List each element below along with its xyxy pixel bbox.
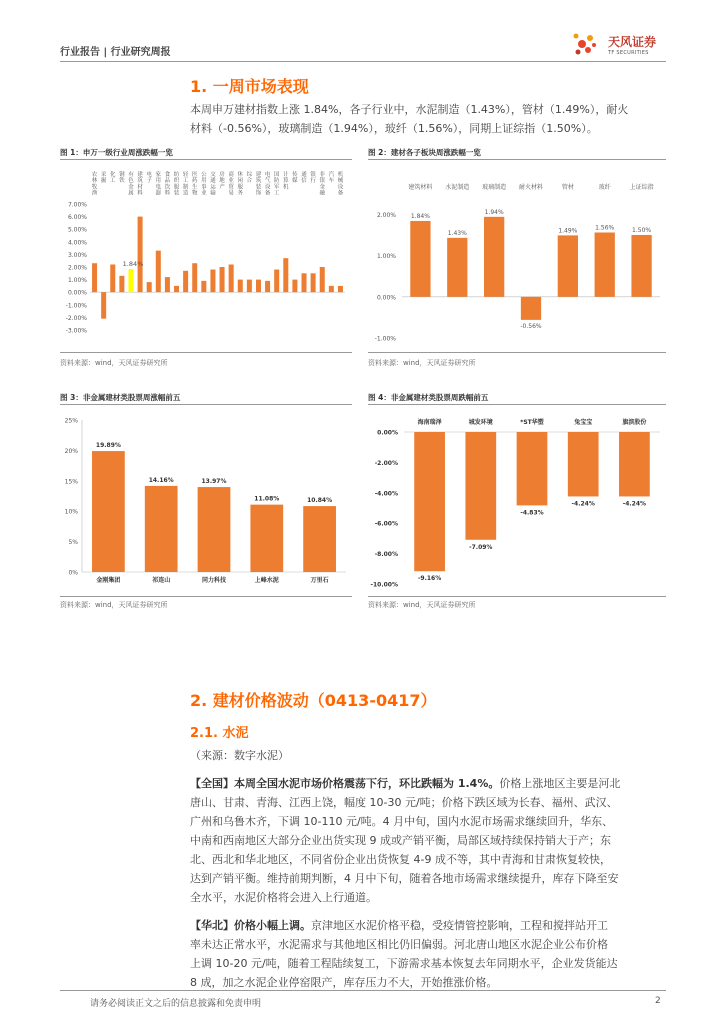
fig1-category-char: 易 [228,190,234,197]
fig2-data-label: 1.49% [558,227,578,235]
paragraph-north-line-2: 率未达正常水平，水泥需求与其他地区相比仍旧偏弱。河北唐山地区水泥企业公布价格 [190,938,608,951]
fig2-bar [521,297,541,320]
fig1-ytick-label: 4.00% [67,239,87,247]
fig4-data-label: -7.09% [469,543,493,551]
fig1-category-char: 钢 [119,172,125,178]
fig1-bar [192,263,197,292]
fig1-category-char: 气 [264,178,271,185]
fig1-category-char: 纺 [173,172,180,178]
fig1-category-char: 工 [182,178,189,185]
fig1-category-char: 色 [128,178,134,185]
fig1-category-char: 器 [155,190,162,197]
fig1-category-char: 用 [155,178,162,185]
fig2-chart [368,162,666,348]
footer-divider [60,990,666,991]
fig1-category-char: 非 [319,172,325,178]
fig2-data-label: 1.56% [595,224,615,232]
company-name-en: TF SECURITIES [608,50,649,56]
fig1-bar [183,271,188,292]
source-note: （来源：数字水泥） [190,749,289,762]
fig2-data-label: 1.94% [484,208,504,216]
fig1-category-char: 采 [100,172,107,178]
fig1-category-char: 林 [91,178,98,185]
fig1-category-char: 用 [201,178,207,185]
fig1-bar [338,286,343,292]
fig3-bar [250,505,283,572]
fig1-category-char: 化 [110,172,116,178]
company-name: 天风证券 [608,35,657,49]
fig1-category-char: 筑 [255,178,262,185]
fig1-category-char: 属 [128,190,134,197]
page-number: 2 [655,996,661,1006]
fig1-bar [119,276,124,292]
fig1-bar [128,269,133,292]
fig1-category-char: 业 [201,190,207,197]
fig3-bar [198,487,231,572]
fig4-title: 图 4：非金属建材类股票周跌幅前五 [368,393,489,402]
fig1-category-char: 通 [210,178,216,185]
fig2-bar [410,221,430,297]
fig2-bar [595,232,615,296]
fig1-divider [60,159,352,160]
fig1-category-char: 服 [173,184,180,191]
fig1-ytick-label: -2.00% [65,314,87,322]
fig1-title: 图 1：申万一级行业周涨跌幅一览 [60,148,173,157]
fig1-category-char: 药 [191,178,198,185]
fig1-category-char: 料 [137,190,143,197]
fig1-bottom-divider [60,352,352,353]
fig1-category-char: 输 [210,190,216,197]
paragraph-national-line-5: 北、西北和华北地区，不同省份企业出货恢复 4-9 成不等，其中青海和甘肃恢复较快， [190,853,611,866]
fig4-category-label: 兔宝宝 [574,419,593,426]
fig1-category-char: 有 [128,172,134,178]
fig4-ytick-label: -10.00% [370,581,398,589]
section-1-line-1: 本周申万建材指数上涨 1.84%，各子行业中，水泥制造（1.43%），管材（1.49%），耐火 [190,103,629,116]
fig1-category-char: 车 [328,178,335,185]
fig4-category-label: 城发环境 [468,419,493,426]
section-1-line-2: 材料（-0.56%），玻璃制造（1.94%），玻纤（1.56%），同期上证综指（1.50%）。 [190,122,598,135]
fig3-category-label: 上峰水泥 [254,577,279,584]
fig2-bottom-divider [368,352,666,353]
fig3-bar [92,451,125,572]
fig1-category-char: 织 [173,178,180,185]
fig4-data-label: -4.83% [520,509,544,517]
fig2-title: 图 2：建材各子板块周涨跌幅一览 [368,148,481,157]
fig3-category-label: 祁连山 [152,577,171,584]
fig4-ytick-label: -8.00% [374,551,398,559]
fig1-ytick-label: 2.00% [67,264,87,272]
fig1-bar [229,264,234,292]
fig3-divider [60,404,352,405]
fig1-category-char: 装 [173,190,180,197]
fig1-category-char: 工 [273,190,280,197]
fig1-highlight-label: 1.84% [122,260,144,269]
fig1-category-char: 务 [237,190,244,197]
fig1-category-char: 银 [319,178,325,185]
fig1-bar [283,258,288,292]
section-2-1-title: 2.1. 水泥 [190,726,249,741]
fig3-ytick-label: 0% [68,569,78,577]
fig1-bar [174,286,179,292]
fig1-category-char: 家 [155,172,162,178]
report-header: 行业报告 | 行业研究周报 [60,47,171,58]
fig2-category-label: 上证综指 [629,184,654,191]
fig4-bar [619,432,650,496]
fig1-category-char: 合 [246,178,253,185]
fig1-category-char: 传 [292,172,298,178]
paragraph-north-line-1 [190,916,668,935]
fig1-category-char: 食 [164,172,171,178]
fig1-category-char: 金 [319,184,325,191]
fig4-bottom-divider [368,596,666,597]
fig2-divider [368,159,666,160]
fig2-data-label: -0.56% [520,322,542,330]
fig1-bar [329,286,334,292]
paragraph-national-line-2: 唐山、甘肃、青海、江西上饶，幅度 10-30 元/吨；价格下跌区域为长春、福州、武汉、 [190,796,618,809]
fig1-category-char: 算 [283,178,289,185]
fig2-ytick-label: 0.00% [376,294,396,302]
section-2-title: 2. 建材价格波动（0413-0417） [190,691,437,710]
fig1-bar [292,280,297,293]
fig3-source: 资料来源：wind，天风证券研究所 [60,601,168,609]
fig1-category-char: 休 [237,172,244,178]
fig1-category-char: 产 [219,184,225,191]
fig4-bar [465,432,496,540]
fig4-category-label: 海南瑞泽 [417,419,442,426]
fig4-source: 资料来源：wind，天风证券研究所 [368,601,476,609]
paragraph-national-line-1 [190,774,668,793]
fig1-ytick-label: 7.00% [67,201,87,209]
fig4-ytick-label: -2.00% [374,459,398,467]
fig3-chart [60,408,352,594]
fig4-data-label: -4.24% [571,500,595,508]
fig1-category-char: 公 [201,172,207,178]
fig1-category-char: 医 [191,172,198,178]
fig4-ytick-label: 0.00% [377,429,398,437]
fig2-bar [631,235,651,297]
fig3-category-label: 同力科技 [201,577,227,584]
paragraph-national-lead: 【全国】本周全国水泥市场价格震荡下行，环比跌幅为 1.4%。 [190,777,500,790]
paragraph-north-line-4: 8 成，加之水泥企业停窑限产，库存压力不大，开始推涨价格。 [190,976,498,989]
fig1-category-char: 渔 [91,190,98,197]
fig2-source: 资料来源：wind，天风证券研究所 [368,359,476,367]
fig1-bar [210,270,215,293]
fig2-ytick-label: 2.00% [376,211,396,219]
fig1-category-char: 物 [191,190,198,197]
fig2-category-label: 建筑材料 [408,184,433,191]
fig2-category-label: 玻璃制造 [482,184,507,191]
fig3-data-label: 19.89% [95,442,121,450]
fig1-category-char: 饰 [255,190,262,197]
fig1-bar [274,270,279,293]
fig3-bar [145,486,178,572]
fig2-category-label: 水泥制造 [445,184,470,191]
fig1-category-char: 饮 [164,184,171,191]
fig3-category-label: 金刚集团 [96,577,121,584]
fig4-data-label: -4.24% [622,500,647,508]
fig1-bar [147,282,152,292]
fig3-category-label: 万里石 [310,577,329,584]
fig3-ytick-label: 20% [64,447,78,455]
fig2-ytick-label: -1.00% [374,335,396,343]
fig2-ytick-label: 1.00% [376,253,396,261]
fig1-source: 资料来源：wind，天风证券研究所 [60,359,168,367]
fig1-bar [256,280,261,293]
fig1-category-char: 防 [273,178,280,185]
fig4-ytick-label: -4.00% [374,490,398,498]
fig1-bar [311,273,316,292]
fig1-category-char: 事 [201,184,207,191]
fig3-data-label: 13.97% [201,478,227,486]
fig1-ytick-label: 6.00% [67,214,87,222]
fig1-ytick-label: 3.00% [67,251,87,259]
fig1-category-char: 铁 [119,178,125,185]
fig1-category-char: 造 [182,190,189,197]
fig1-category-char: 品 [164,178,171,185]
fig1-category-char: 地 [219,178,225,185]
fig2-bar [447,238,467,297]
fig1-category-char: 国 [273,172,280,178]
fig1-bar [320,267,325,292]
fig4-data-label: -9.16% [417,575,442,583]
footer-disclaimer: 请务必阅读正文之后的信息披露和免责申明 [90,999,262,1009]
fig1-category-char: 材 [137,184,143,191]
fig1-bar [110,264,115,292]
fig1-category-char: 工 [110,178,116,185]
fig1-category-char: 装 [255,184,262,191]
paragraph-national-line-4: 中南和西南地区大部分企业出货实现 9 成或产销平衡，局部区域持续保持销大于产；东 [190,834,611,847]
fig1-category-char: 备 [264,190,271,197]
fig4-bar [414,432,445,571]
fig1-category-char: 掘 [100,178,107,185]
fig3-ytick-label: 25% [64,417,78,425]
fig1-category-char: 械 [337,178,344,185]
fig1-ytick-label: 5.00% [67,226,87,234]
fig1-category-char: 电 [264,172,271,178]
fig3-data-label: 10.84% [307,497,333,505]
fig1-category-char: 轻 [182,172,189,178]
fig1-category-char: 金 [128,184,134,191]
fig3-ytick-label: 5% [68,539,78,547]
fig1-bar [265,281,270,292]
fig1-category-char: 汽 [328,172,335,178]
fig1-ytick-label: 1.00% [67,277,87,285]
fig1-ytick-label: -1.00% [65,302,87,310]
paragraph-national-line-7: 全水平，水泥价格将会进入上行通道。 [190,891,377,904]
fig1-category-char: 生 [191,184,198,191]
fig3-bar [303,506,336,572]
fig1-ytick-label: -3.00% [65,327,87,335]
fig2-data-label: 1.43% [447,229,467,237]
fig1-category-char: 军 [273,184,280,191]
fig3-bottom-divider [60,596,352,597]
paragraph-national-line-6: 达到产销平衡。维持前期判断，4 月中下旬，随着各地市场需求继续提升，库存下降至安 [190,872,619,885]
fig1-category-char: 信 [301,178,307,185]
fig1-category-char: 机 [283,184,289,191]
fig1-category-char: 建 [137,172,143,178]
fig1-category-char: 设 [337,184,344,191]
fig1-category-char: 子 [146,178,152,185]
fig1-category-char: 运 [210,184,216,191]
fig1-bar [138,217,143,293]
fig1-bar [302,273,307,292]
section-1-title: 1. 一周市场表现 [190,77,309,96]
fig1-category-char: 机 [337,172,344,178]
fig1-category-char: 备 [337,190,344,197]
fig1-category-char: 服 [237,184,244,191]
fig1-category-char: 制 [182,184,189,191]
fig4-category-label: 旗滨股份 [622,419,647,426]
fig4-category-label: *ST华塑 [520,419,544,426]
fig3-ytick-label: 10% [64,508,78,516]
fig1-bar [238,280,243,293]
fig1-category-char: 筑 [137,178,143,185]
fig2-data-label: 1.84% [410,212,430,220]
paragraph-national-line-3: 广州和乌鲁木齐，下调 10-110 元/吨。4 月中旬，国内水泥市场需求继续回升，华东、 [190,815,614,828]
paragraph-north-line-1-rest: 京津地区水泥价格平稳，受疫情管控影响，工程和搅拌站开工 [311,919,608,932]
fig1-category-char: 农 [91,172,98,178]
fig4-bar [517,432,548,505]
fig1-bar [101,292,106,318]
fig1-category-char: 综 [246,172,253,178]
fig3-data-label: 11.08% [254,495,280,503]
fig1-category-char: 交 [210,172,216,178]
fig2-category-label: 管材 [561,184,574,191]
fig1-bar [156,251,161,293]
fig1-category-char: 通 [301,172,307,178]
fig2-bar [558,235,578,296]
fig1-category-char: 银 [310,172,316,178]
fig1-category-char: 贸 [228,184,234,191]
fig3-title: 图 3：非金属建材类股票周涨幅前五 [60,393,181,402]
fig1-category-char: 闲 [237,178,244,185]
fig1-category-char: 料 [164,190,171,197]
fig1-bar [165,277,170,292]
paragraph-national-line-1-rest: 价格上涨地区主要是河北 [499,777,621,790]
fig1-bar [220,267,225,292]
fig1-bar [247,280,252,293]
fig4-divider [368,404,666,405]
fig2-bar [484,217,504,297]
fig1-category-char: 电 [155,184,162,191]
fig1-category-char: 行 [310,178,316,185]
fig2-category-label: 玻纤 [598,184,611,191]
fig1-category-char: 媒 [292,178,298,185]
fig1-category-char: 商 [228,172,234,178]
fig3-ytick-label: 15% [64,478,78,486]
fig2-data-label: 1.50% [632,226,652,234]
fig1-category-char: 电 [146,172,152,178]
fig1-chart [60,162,352,348]
fig4-chart [368,408,666,594]
fig1-category-char: 业 [228,178,234,185]
fig4-ytick-label: -6.00% [374,520,398,528]
fig1-ytick-label: 0.00% [67,289,87,297]
fig1-category-char: 融 [319,190,325,197]
fig1-category-char: 牧 [91,184,98,191]
fig4-bar [568,432,599,496]
fig1-category-char: 房 [219,172,225,178]
fig2-category-label: 耐火材料 [518,184,544,191]
fig1-category-char: 计 [283,172,289,178]
fig1-bar [92,263,97,292]
fig3-data-label: 14.16% [148,476,174,484]
fig1-bar [201,281,206,292]
paragraph-north-line-3: 上调 10-20 元/吨，随着工程陆续复工，下游需求基本恢复去年同期水平，企业发货能达 [190,957,618,970]
fig1-category-char: 建 [255,172,262,178]
paragraph-north-lead: 【华北】价格小幅上调。 [190,919,311,932]
fig1-category-char: 设 [264,184,271,191]
